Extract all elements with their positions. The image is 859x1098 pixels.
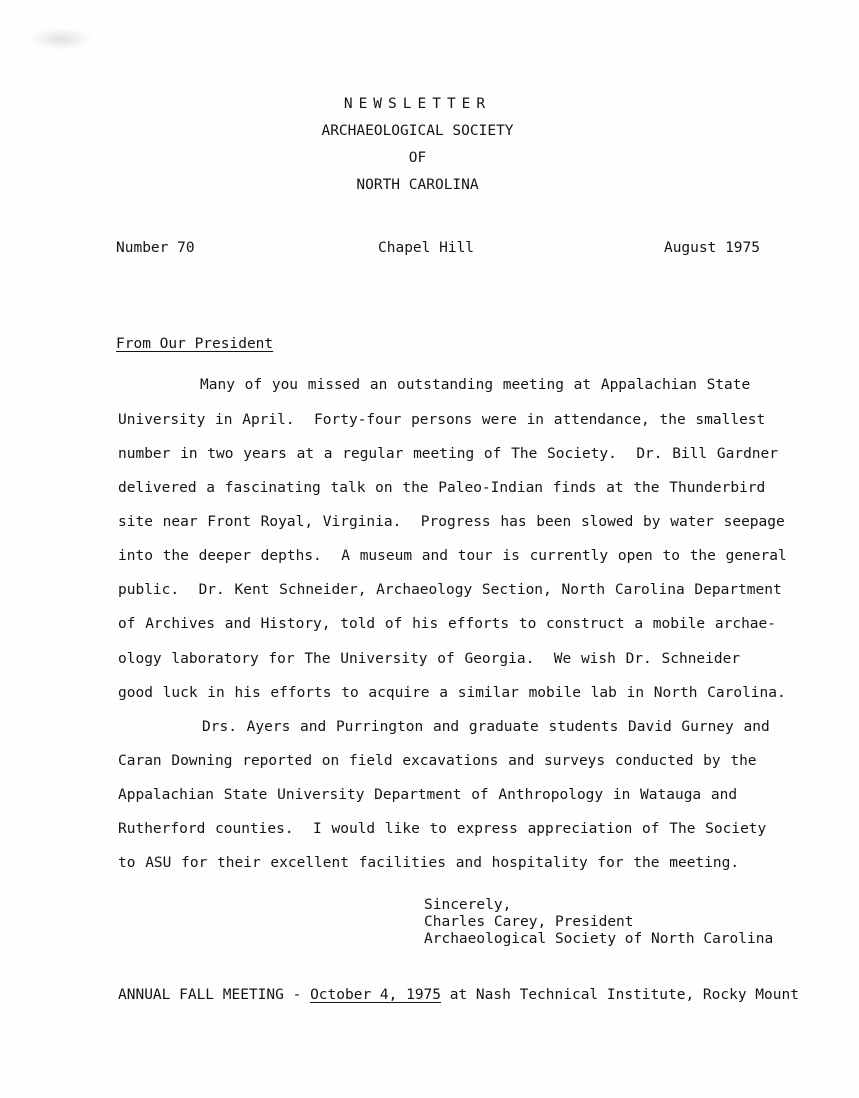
issue-place: Chapel Hill [378, 240, 475, 256]
meeting-notice [118, 985, 799, 1005]
paragraph-line: number in two years at a regular meeting of The Society. Dr. Bill Gardner [118, 446, 779, 462]
section-heading: From Our President [116, 336, 274, 352]
paragraph-line: Many of you missed an outstanding meeting at Appalachian State [200, 377, 751, 393]
org-name-line1: ARCHAEOLOGICAL SOCIETY [321, 123, 514, 139]
org-name-line2: OF [408, 150, 427, 166]
meeting-notice-location: at Nash Technical Institute, Rocky Mount [441, 987, 799, 1003]
paragraph-line: Drs. Ayers and Purrington and graduate students David Gurney and [202, 719, 770, 735]
signature-block [424, 897, 773, 948]
paragraph-line: Appalachian State University Department of Anthropology in Watauga and [118, 787, 738, 803]
paragraph-line: ology laboratory for The University of Georgia. We wish Dr. Schneider [118, 651, 741, 667]
paragraph-line: Rutherford counties. I would like to express appreciation of The Society [118, 821, 767, 837]
issue-date: August 1975 [663, 240, 760, 256]
dateline [116, 238, 760, 258]
signer-name: Charles Carey, President [424, 914, 634, 930]
org-name-line3: NORTH CAROLINA [356, 177, 479, 193]
paragraph-line: of Archives and History, told of his efforts to construct a mobile archae- [118, 616, 777, 632]
paragraph-line: delivered a fascinating talk on the Paleo-Indian finds at the Thunderbird [118, 480, 766, 496]
closing-salutation: Sincerely, [424, 897, 512, 913]
meeting-notice-prefix: ANNUAL FALL MEETING - [118, 987, 311, 1003]
paragraph-line: site near Front Royal, Virginia. Progress has been slowed by water seepage [118, 514, 785, 530]
paragraph-line: to ASU for their excellent facilities and hospitality for the meeting. [118, 855, 740, 871]
signer-organization: Archaeological Society of North Carolina [424, 931, 774, 947]
newsletter-title: NEWSLETTER [343, 96, 492, 112]
masthead [0, 94, 835, 202]
paragraph-line: public. Dr. Kent Schneider, Archaeology Section, North Carolina Department [118, 582, 782, 598]
paragraph-line: into the deeper depths. A museum and tour is currently open to the general [118, 548, 787, 564]
paragraph-line: Caran Downing reported on field excavations and surveys conducted by the [118, 753, 757, 769]
paper-smudge [30, 28, 92, 50]
meeting-date: October 4, 1975 [310, 987, 442, 1003]
issue-number: Number 70 [116, 240, 195, 256]
paragraph-line: University in April. Forty-four persons were in attendance, the smallest [118, 412, 766, 428]
paragraph-line: good luck in his efforts to acquire a similar mobile lab in North Carolina. [118, 685, 786, 701]
